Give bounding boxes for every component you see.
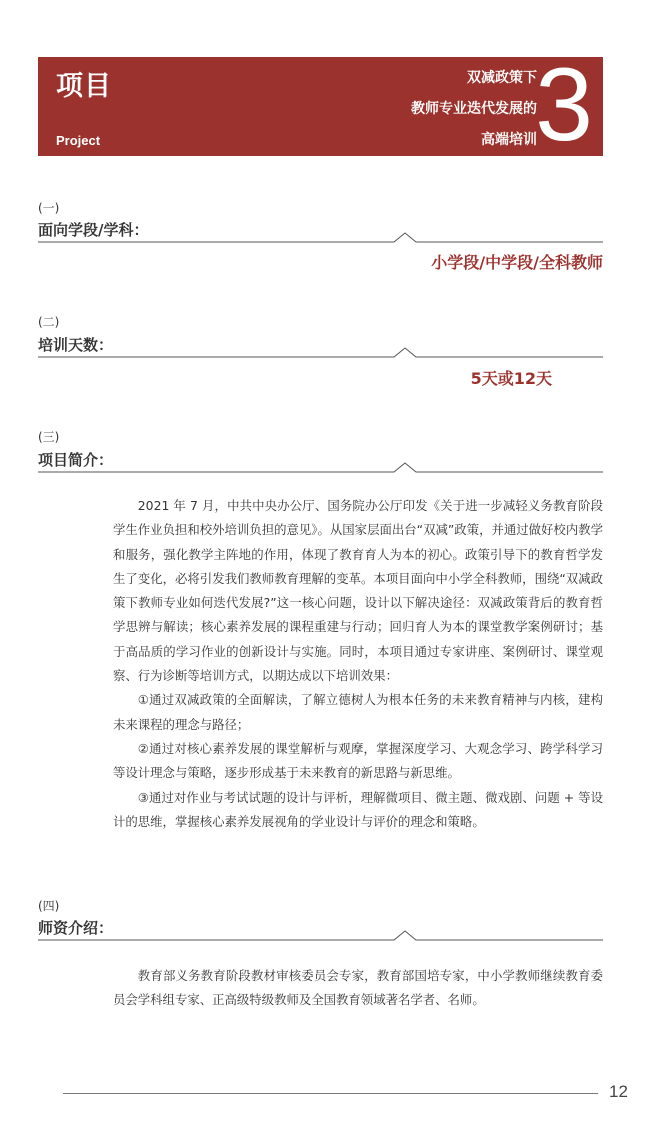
banner-title: 项目 — [56, 71, 112, 102]
banner-heading-line-3: 高端培训 — [481, 132, 537, 148]
banner-heading-line-1: 双减政策下 — [467, 70, 537, 86]
section-4-label: 师资介绍： — [38, 919, 114, 937]
banner-subtitle-en: Project — [56, 133, 101, 148]
section-1-value: 小学段/中学段/全科教师 — [431, 253, 603, 272]
section-2-value: 5天或12天 — [470, 369, 552, 388]
banner-heading — [411, 63, 537, 156]
section-2-divider — [38, 346, 603, 360]
section-4-body — [113, 964, 603, 1013]
section-2-number: (二) — [38, 315, 60, 329]
footer-divider — [63, 1093, 598, 1094]
intro-paragraph: 2021 年 7 月，中共中央办公厅、国务院办公厅印发《关于进一步减轻义务教育阶段学生作业负担和校外培训负担的意见》。从国家层面出台“双减”政策，并通过做好校内教学和服务，强化教学主阵地的作用，体现了教育育人为本的初心。政策引导下的教育哲学发生了变化，必将引发我们教师教育理解的变革。本项目面向中小学全科教师，围绕“双减政策下教师专业如何迭代发展?”这一核心问题，设计以下解决途径：双减政策背后的教育哲学思辨与解读；核心素养发展的课程重建与行动；回归育人为本的课堂教学案例研讨；基于高品质的学习作业的创新设计与实施。同时，本项目通过专家讲座、案例研讨、课堂观察、行为诊断等培训方式，以期达成以下培训效果： — [113, 498, 603, 684]
section-1-number: (一) — [38, 201, 60, 215]
section-3-body — [113, 494, 603, 834]
banner-project-number: 3 — [535, 47, 593, 163]
section-4-number: (四) — [38, 899, 60, 913]
effect-paragraph-2: ②通过对核心素养发展的课堂解析与观摩，掌握深度学习、大观念学习、跨学科学习等设计理念与策略，逐步形成基于未来教育的新思路与新思维。 — [113, 740, 603, 781]
section-4-divider — [38, 929, 603, 943]
section-3-number: (三) — [38, 430, 60, 444]
effect-paragraph-3: ③通过对作业与考试试题的设计与评析，理解微项目、微主题、微戏剧、问题 + 等设计的思维，掌握核心素养发展视角的学业设计与评价的理念和策略。 — [113, 789, 603, 829]
banner-heading-line-2: 教师专业迭代发展的 — [411, 101, 537, 117]
section-1-divider — [38, 231, 603, 245]
section-2-label: 培训天数： — [38, 336, 114, 354]
effect-paragraph-1: ①通过双减政策的全面解读，了解立德树人为根本任务的未来教育精神与内核，建构未来课程的理念与路径； — [113, 692, 603, 732]
section-3-divider — [38, 461, 603, 475]
section-1-label: 面向学段/学科： — [38, 221, 149, 239]
page-number: 12 — [609, 1082, 628, 1101]
section-3-label: 项目简介： — [38, 451, 114, 469]
faculty-paragraph: 教育部义务教育阶段教材审核委员会专家，教育部国培专家，中小学教师继续教育委员会学科组专家、正高级特级教师及全国教育领域著名学者、名师。 — [113, 968, 603, 1008]
project-banner — [38, 47, 603, 163]
